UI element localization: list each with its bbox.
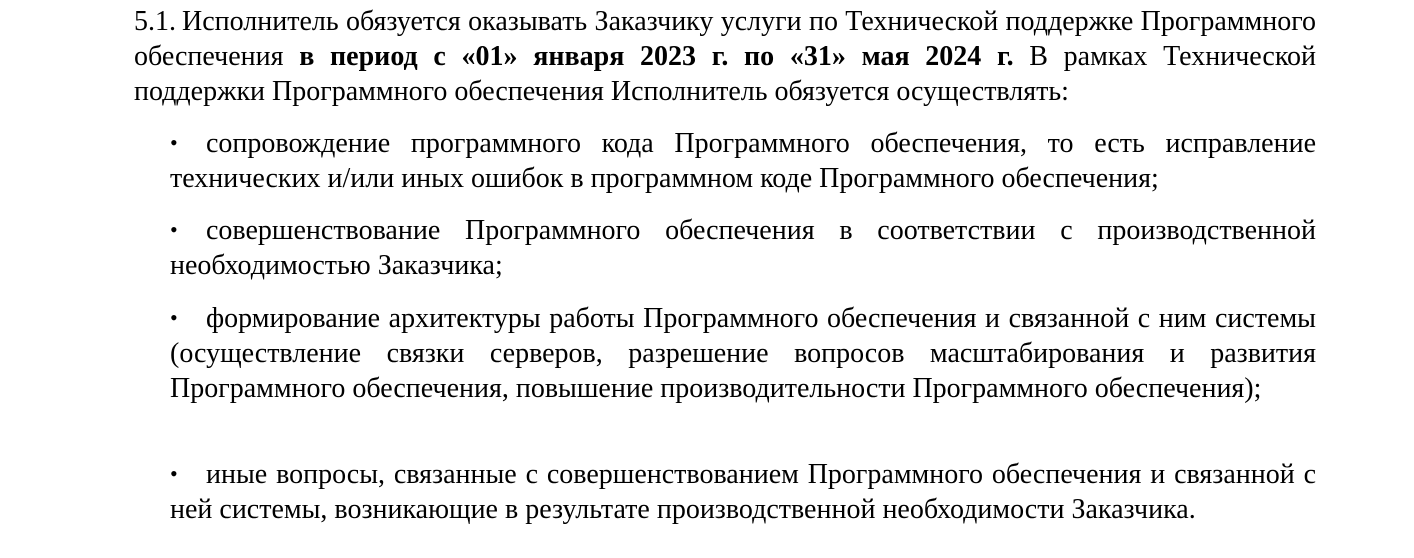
list-item	[170, 456, 1316, 527]
clause-text-before: Исполнитель обязуется оказывать Заказчику услуги по Технической поддержке Программного обеспечения	[134, 6, 1316, 72]
bullet-icon: •	[170, 305, 178, 330]
clause-bold-period: в период с «01» января 2023 г. по «31» мая 2024 г.	[299, 41, 1014, 72]
list-item	[170, 125, 1316, 196]
list-item-text: формирование архитектуры работы Программного обеспечения и связанной с ним системы (осуществление связки серверов, разрешение вопросов масштабирования и развития Программного обеспечения, повышение производительности Программного обеспечения);	[170, 303, 1316, 404]
list-item-text: совершенствование Программного обеспечения в соответствии с производственной необходимостью Заказчика;	[170, 215, 1316, 281]
list-item-text: иные вопросы, связанные с совершенствованием Программного обеспечения и связанной с ней системы, возникающие в результате производственной необходимости Заказчика.	[170, 459, 1316, 525]
clause-5-1	[134, 4, 1316, 109]
clause-text-after: В рамках Технической поддержки Программного обеспечения Исполнитель обязуется осуществлять:	[134, 41, 1316, 107]
bullet-icon: •	[170, 130, 178, 155]
bullet-icon: •	[170, 461, 178, 486]
bullet-icon: •	[170, 217, 178, 242]
list-item	[170, 212, 1316, 283]
list-item-text: сопровождение программного кода Программного обеспечения, то есть исправление технических и/или иных ошибок в программном коде Программного обеспечения;	[170, 128, 1316, 194]
clause-number: 5.1.	[134, 6, 176, 37]
list-item	[170, 300, 1316, 406]
